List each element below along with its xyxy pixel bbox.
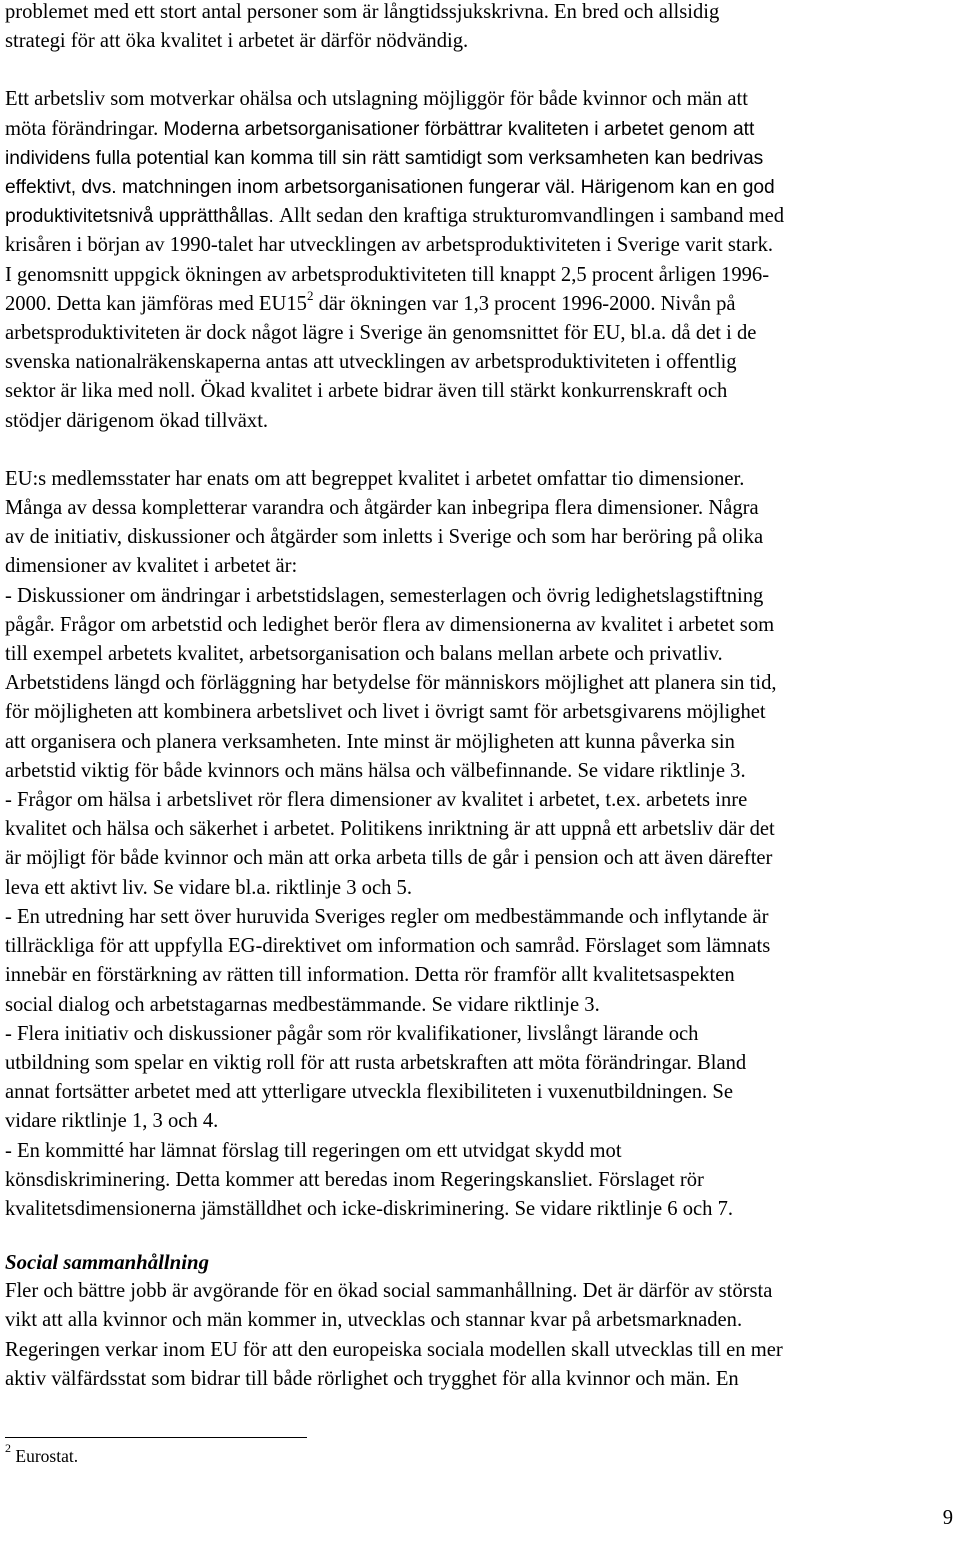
text-line: att organisera och planera verksamheten. Inte minst är möjligheten att kunna påverka sin <box>5 730 735 753</box>
text-line: Fler och bättre jobb är avgörande för en ökad social sammanhållning. Det är därför av största <box>5 1280 773 1303</box>
paragraph-intro <box>5 0 957 56</box>
text-span: där ökningen var 1,3 procent 1996-2000. Nivån på <box>313 292 736 315</box>
text-line: - Flera initiativ och diskussioner pågår som rör kvalifikationer, livslångt lärande och <box>5 1022 699 1045</box>
text-line-sans: effektivt, dvs. matchningen inom arbetsorganisationen fungerar väl. Härigenom kan en god <box>5 177 775 199</box>
text-line: Arbetstidens längd och förläggning har betydelse för människors möjlighet att planera sin tid, <box>5 672 777 695</box>
text-line-mixed <box>5 115 957 144</box>
text-line: Regeringen verkar inom EU för att den europeiska sociala modellen skall utvecklas till en mer <box>5 1338 783 1361</box>
text-line: dimensioner av kvalitet i arbetet är: <box>5 555 298 578</box>
text-line: annat fortsätter arbetet med att ytterligare utveckla flexibiliteten i vuxenutbildningen. Se <box>5 1081 733 1104</box>
text-line-with-footnote-ref <box>5 287 957 319</box>
text-line-sans: individens fulla potential kan komma till sin rätt samtidigt som verksamheten kan bedrivas <box>5 147 764 169</box>
text-line: aktiv välfärdsstat som bidrar till både rörlighet och trygghet för alla kvinnor och män. En <box>5 1367 739 1390</box>
footnote-number: 2 <box>5 1441 11 1456</box>
text-line: kvalitet och hälsa och säkerhet i arbetet. Politikens inriktning är att uppnå ett arbetsliv där det <box>5 818 775 841</box>
text-line: vikt att alla kvinnor och män kommer in, utvecklas och stannar kvar på arbetsmarknaden. <box>5 1309 743 1332</box>
text-line: EU:s medlemsstater har enats om att begreppet kvalitet i arbetet omfattar tio dimensioner. <box>5 467 745 490</box>
text-line: leva ett aktivt liv. Se vidare bl.a. riktlinje 3 och 5. <box>5 876 412 899</box>
text-line: könsdiskriminering. Detta kommer att beredas inom Regeringskansliet. Förslaget rör <box>5 1168 704 1191</box>
text-span-serif: möta förändringar. <box>5 117 164 140</box>
page-number: 9 <box>942 1507 953 1529</box>
paragraph-gap <box>5 56 957 85</box>
paragraph-gap <box>5 436 957 465</box>
text-line: svenska nationalräkenskaperna antas att utvecklingen av arbetsproduktiviteten i offentlig <box>5 351 737 374</box>
text-line: Många av dessa kompletterar varandra och åtgärder kan inbegripa flera dimensioner. Några <box>5 497 759 520</box>
text-line: vidare riktlinje 1, 3 och 4. <box>5 1110 219 1133</box>
text-line: sektor är lika med noll. Ökad kvalitet i arbete bidrar även till stärkt konkurrenskraft och <box>5 380 728 403</box>
text-line: kvalitetsdimensionerna jämställdhet och icke-diskriminering. Se vidare riktlinje 6 och 7. <box>5 1197 734 1220</box>
document-page <box>5 0 957 1394</box>
text-line: strategi för att öka kvalitet i arbetet är därför nödvändig. <box>5 30 469 53</box>
text-line: är möjligt för både kvinnor och män att orka arbeta tills de går i pension och att även därefter <box>5 847 773 870</box>
text-line: tillräckliga för att uppfylla EG-direktivet om information och samråd. Förslaget som lämnats <box>5 935 771 958</box>
text-span-serif: Allt sedan den kraftiga strukturomvandlingen i samband med <box>279 205 785 228</box>
paragraph-arbetsliv <box>5 85 957 435</box>
text-span: 2000. Detta kan jämföras med EU15 <box>5 292 307 315</box>
text-line: - En utredning har sett över huruvida Sveriges regler om medbestämmande och inflytande är <box>5 905 769 928</box>
footnote <box>5 1441 79 1468</box>
text-line-mixed <box>5 202 957 231</box>
text-line: I genomsnitt uppgick ökningen av arbetsproduktiviteten till knappt 2,5 procent årligen 1996- <box>5 263 770 286</box>
text-span-sans: Moderna arbetsorganisationer förbättrar kvaliteten i arbetet genom att <box>163 118 755 140</box>
text-line: arbetstid viktig för både kvinnors och mäns hälsa och välbefinnande. Se vidare riktlinje 3. <box>5 759 746 782</box>
paragraph-gap <box>5 1224 957 1248</box>
section-heading: Social sammanhållning <box>5 1251 209 1275</box>
text-line: pågår. Frågor om arbetstid och ledighet berör flera av dimensionerna av kvalitet i arbetet som <box>5 613 775 636</box>
text-line: - En kommitté har lämnat förslag till regeringen om ett utvidgat skydd mot <box>5 1139 622 1162</box>
text-line: innebär en förstärkning av rätten till information. Detta rör framför allt kvalitetsaspekten <box>5 964 735 987</box>
text-line: social dialog och arbetstagarnas medbestämmande. Se vidare riktlinje 3. <box>5 993 600 1016</box>
paragraph-social <box>5 1277 957 1394</box>
text-line: - Frågor om hälsa i arbetslivet rör flera dimensioner av kvalitet i arbetet, t.ex. arbetets inre <box>5 789 748 812</box>
text-line: - Diskussioner om ändringar i arbetstidslagen, semesterlagen och övrig ledighetslagstiftning <box>5 584 764 607</box>
text-line: för möjligheten att kombinera arbetslivet och livet i övrigt samt för arbetsgivarens möjlighet <box>5 701 766 724</box>
text-line: arbetsproduktiviteten är dock något lägre i Sverige än genomsnittet för EU, bl.a. då det i de <box>5 322 757 345</box>
text-span-sans: produktivitetsnivå upprätthållas. <box>5 206 280 228</box>
text-line: Ett arbetsliv som motverkar ohälsa och utslagning möjliggör för både kvinnor och män att <box>5 88 748 111</box>
footnote-separator <box>5 1437 307 1438</box>
text-line: av de initiativ, diskussioner och åtgärder som inletts i Sverige och som har beröring på olika <box>5 526 764 549</box>
paragraph-dimensioner <box>5 465 957 1224</box>
text-line: till exempel arbetets kvalitet, arbetsorganisation och balans mellan arbete och privatliv. <box>5 643 723 666</box>
text-line: utbildning som spelar en viktig roll för att rusta arbetskraften att möta förändringar. Bland <box>5 1051 747 1074</box>
footnote-reference[interactable]: 2 <box>306 287 314 303</box>
text-line: problemet med ett stort antal personer som är långtidssjukskrivna. En bred och allsidig <box>5 1 720 23</box>
text-line: stödjer därigenom ökad tillväxt. <box>5 409 269 432</box>
text-line: krisåren i början av 1990-talet har utvecklingen av arbetsproduktiviteten i Sverige varit stark. <box>5 234 774 257</box>
footnote-text: Eurostat. <box>11 1446 79 1466</box>
